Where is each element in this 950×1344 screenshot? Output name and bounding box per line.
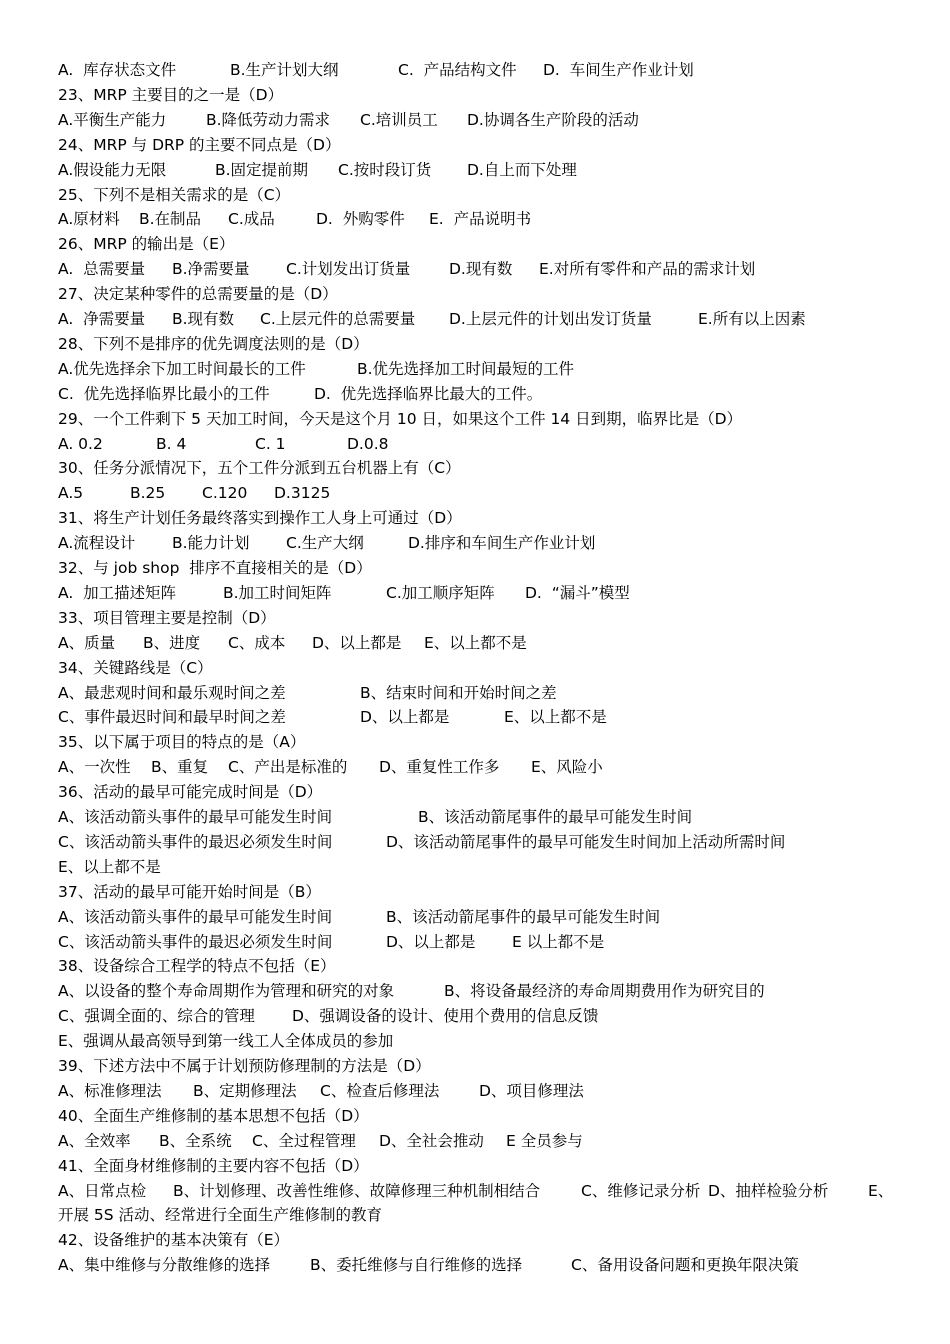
answer-option: C.按时段订货: [338, 160, 432, 179]
answer-option: D.3125: [274, 484, 331, 503]
answer-option: A.流程设计: [58, 534, 136, 553]
answer-option: D、全社会推动: [379, 1131, 484, 1150]
answer-option: A、日常点检: [58, 1181, 147, 1200]
answer-option: D、该活动箭尾事件的最早可能发生时间加上活动所需时间: [386, 832, 786, 851]
answer-option: B、该活动箭尾事件的最早可能发生时间: [418, 808, 693, 826]
answer-option: B、结束时间和开始时间之差: [360, 683, 557, 702]
answer-option: B.现有数: [172, 310, 235, 328]
question-stem: 32、与 job shop 排序不直接相关的是（D）: [58, 559, 372, 577]
answer-option: D、强调设备的设计、使用个费用的信息反馈: [292, 1007, 599, 1026]
answer-option: A、最悲观时间和最乐观时间之差: [58, 683, 286, 702]
answer-option: D.协调各生产阶段的活动: [467, 110, 639, 129]
answer-option: B.净需要量: [172, 260, 250, 279]
answer-option: C、该活动箭头事件的最迟必须发生时间: [58, 832, 333, 851]
answer-option: D.排序和车间生产作业计划: [408, 534, 596, 553]
answer-option: B、进度: [143, 633, 201, 652]
answer-option: C.上层元件的总需要量: [260, 310, 416, 328]
answer-option: E、强调从最高领导到第一线工人全体成员的参加: [58, 1032, 394, 1051]
answer-option: A. 净需要量: [58, 310, 146, 328]
answer-option: C、事件最迟时间和最早时间之差: [58, 708, 286, 727]
answer-option: C.120: [202, 484, 248, 503]
question-stem: 40、全面生产维修制的基本思想不包括（D）: [58, 1106, 369, 1125]
answer-option: A.平衡生产能力: [58, 110, 167, 129]
question-stem: 35、以下属于项目的特点的是（A）: [58, 733, 306, 752]
answer-option: D、以上都是: [312, 633, 402, 652]
answer-option: C、全过程管理: [252, 1131, 356, 1150]
answer-option: B. 4: [156, 434, 187, 453]
answer-option: C、备用设备问题和更换年限决策: [571, 1256, 799, 1275]
answer-option: E.对所有零件和产品的需求计划: [539, 260, 756, 279]
answer-option: A.原材料: [58, 210, 120, 229]
answer-option: B、定期修理法: [193, 1081, 297, 1100]
question-stem: 27、决定某种零件的总需要量的是（D）: [58, 285, 338, 304]
question-stem: 34、关键路线是（C）: [58, 658, 213, 677]
question-stem: 23、MRP 主要目的之一是（D）: [58, 85, 284, 104]
answer-option: C.计划发出订货量: [286, 260, 411, 279]
answer-option: A. 0.2: [58, 434, 103, 453]
answer-option: C. 产品结构文件: [398, 61, 517, 79]
answer-option: 开展 5S 活动、经常进行全面生产维修制的教育: [58, 1206, 383, 1225]
answer-option: D.上层元件的计划出发订货量: [449, 310, 652, 328]
question-stem: 25、下列不是相关需求的是（C）: [58, 185, 291, 204]
answer-option: A. 加工描述矩阵: [58, 583, 177, 602]
answer-option: B.生产计划大纲: [230, 61, 339, 79]
answer-option: D、以上都是: [386, 932, 476, 951]
answer-option: B.在制品: [139, 210, 202, 229]
answer-option: A.假设能力无限: [58, 160, 167, 179]
answer-option: E、以上都不是: [504, 708, 607, 727]
answer-option: A、全效率: [58, 1131, 131, 1150]
answer-option: C、产出是标准的: [228, 758, 348, 777]
answer-option: C.生产大纲: [286, 534, 364, 553]
answer-option: D、重复性工作多: [379, 758, 500, 777]
answer-option: E、以上都不是: [58, 857, 161, 876]
question-stem: 29、一个工件剩下 5 天加工时间，今天是这个月 10 日，如果这个工件 14 日到期，临界比是（D）: [58, 409, 743, 428]
question-stem: 38、设备综合工程学的特点不包括（E）: [58, 957, 336, 976]
answer-option: D.现有数: [449, 260, 513, 279]
answer-option: B.能力计划: [172, 534, 250, 553]
answer-option: B.加工时间矩阵: [223, 583, 332, 602]
question-stem: 36、活动的最早可能完成时间是（D）: [58, 783, 323, 802]
answer-option: B.固定提前期: [215, 160, 309, 179]
question-stem: 37、活动的最早可能开始时间是（B）: [58, 882, 321, 901]
answer-option: E、以上都不是: [424, 633, 527, 652]
answer-option: C、强调全面的、综合的管理: [58, 1007, 255, 1026]
answer-option: B.25: [130, 484, 166, 503]
answer-option: A、以设备的整个寿命周期作为管理和研究的对象: [58, 982, 395, 1001]
answer-option: E、风险小: [531, 758, 603, 777]
question-stem: 26、MRP 的输出是（E）: [58, 235, 235, 254]
answer-option: A、标准修理法: [58, 1081, 162, 1100]
answer-option: E、: [868, 1181, 894, 1200]
answer-option: A.优先选择余下加工时间最长的工件: [58, 359, 306, 378]
answer-option: D. 车间生产作业计划: [543, 61, 694, 79]
answer-option: C.培训员工: [360, 110, 438, 129]
answer-option: D、以上都是: [360, 708, 450, 727]
question-stem: 30、任务分派情况下，五个工件分派到五台机器上有（C）: [58, 459, 461, 478]
answer-option: C.加工顺序矩阵: [386, 583, 495, 602]
answer-option: C、检查后修理法: [320, 1081, 440, 1100]
answer-option: A.5: [58, 484, 84, 503]
answer-option: C. 1: [255, 434, 286, 453]
question-stem: 28、下列不是排序的优先调度法则的是（D）: [58, 334, 369, 353]
answer-option: E. 产品说明书: [429, 210, 532, 229]
answer-option: B、全系统: [159, 1131, 232, 1150]
answer-option: C.成品: [228, 210, 275, 229]
question-stem: 39、下述方法中不属于计划预防修理制的方法是（D）: [58, 1057, 431, 1075]
answer-option: A、该活动箭头事件的最早可能发生时间: [58, 808, 333, 826]
answer-option: C、成本: [228, 633, 286, 652]
answer-option: C、该活动箭头事件的最迟必须发生时间: [58, 932, 333, 951]
answer-option: D. 外购零件: [316, 210, 405, 229]
answer-option: A、一次性: [58, 758, 131, 777]
answer-option: E.所有以上因素: [698, 310, 806, 328]
question-stem: 33、项目管理主要是控制（D）: [58, 608, 276, 627]
question-stem: 42、设备维护的基本决策有（E）: [58, 1231, 290, 1250]
answer-option: A. 库存状态文件: [58, 61, 177, 79]
question-stem: 41、全面身材维修制的主要内容不包括（D）: [58, 1156, 369, 1175]
answer-option: D.0.8: [347, 434, 389, 453]
answer-option: C. 优先选择临界比最小的工件: [58, 384, 270, 403]
answer-option: B、该活动箭尾事件的最早可能发生时间: [386, 907, 661, 926]
answer-option: E 以上都不是: [512, 932, 605, 951]
answer-option: D. “漏斗”模型: [525, 583, 630, 602]
answer-option: D.自上而下处理: [467, 160, 577, 179]
answer-option: D、抽样检验分析: [708, 1181, 829, 1200]
question-stem: 31、将生产计划任务最终落实到操作工人身上可通过（D）: [58, 509, 462, 528]
answer-option: A. 总需要量: [58, 260, 146, 279]
answer-option: D、项目修理法: [479, 1081, 584, 1100]
answer-option: E 全员参与: [506, 1131, 583, 1150]
answer-option: B、计划修理、改善性维修、故障修理三种机制相结合: [173, 1181, 541, 1200]
answer-option: A、集中维修与分散维修的选择: [58, 1256, 271, 1275]
answer-option: C、维修记录分析: [581, 1181, 701, 1200]
answer-option: B.降低劳动力需求: [206, 110, 331, 129]
answer-option: A、该活动箭头事件的最早可能发生时间: [58, 907, 333, 926]
answer-option: D. 优先选择临界比最大的工件。: [314, 384, 543, 403]
question-stem: 24、MRP 与 DRP 的主要不同点是（D）: [58, 135, 341, 154]
answer-option: B、委托维修与自行维修的选择: [310, 1256, 523, 1275]
answer-option: B.优先选择加工时间最短的工件: [357, 359, 575, 378]
answer-option: B、将设备最经济的寿命周期费用作为研究目的: [444, 982, 765, 1001]
answer-option: B、重复: [151, 758, 209, 777]
answer-option: A、质量: [58, 633, 116, 652]
